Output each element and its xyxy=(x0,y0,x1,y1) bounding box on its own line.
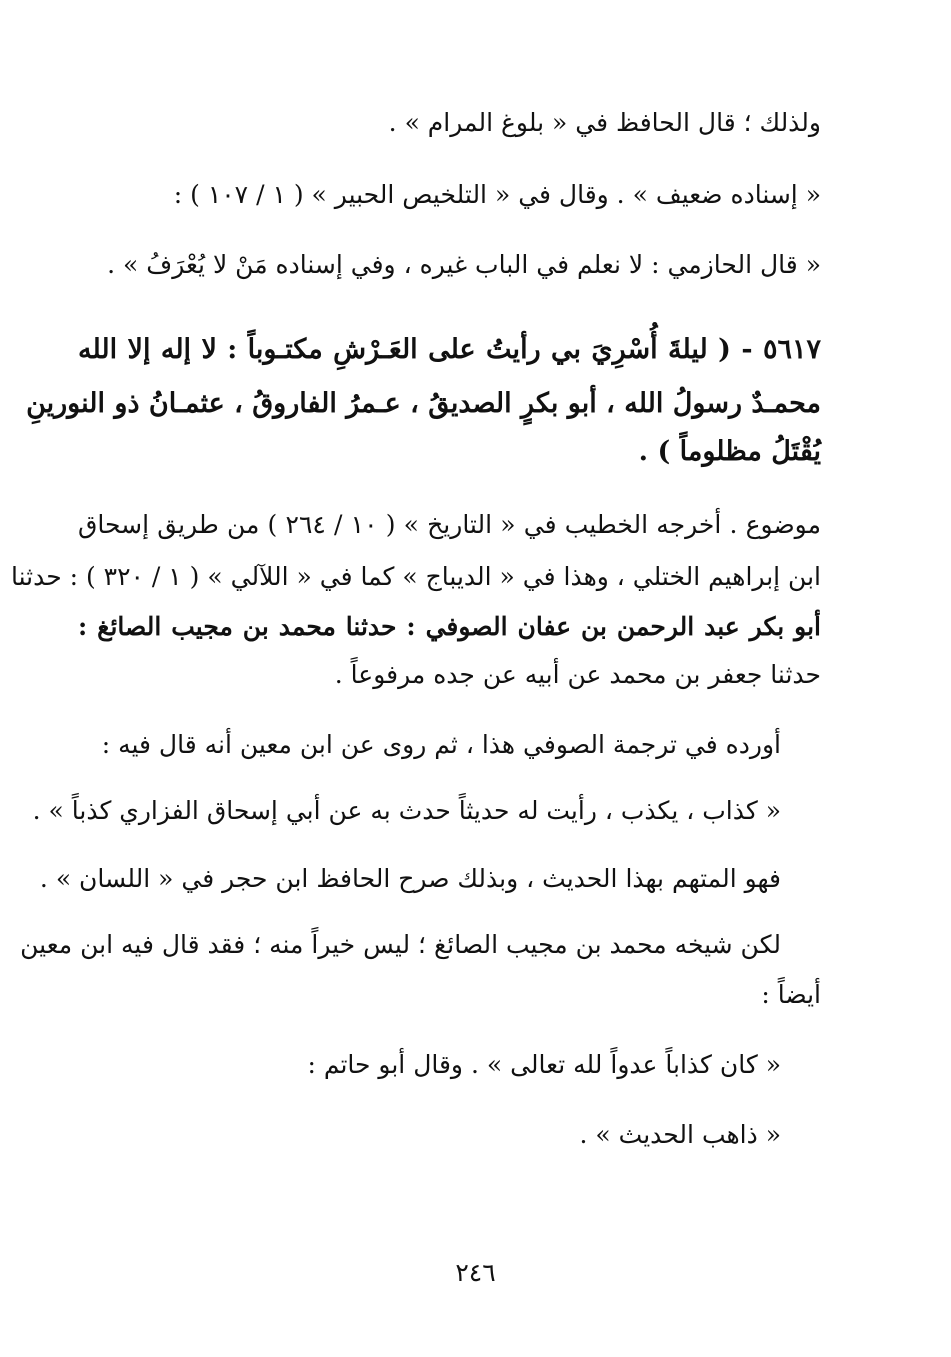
body-line: أورده في ترجمة الصوفي هذا ، ثم روى عن ابن معين أنه قال فيه : xyxy=(101,730,781,759)
body-line: فهو المتهم بهذا الحديث ، وبذلك صرح الحافظ ابن حجر في « اللسان » . xyxy=(39,864,781,893)
body-line: لكن شيخه محمد بن مجيب الصائغ ؛ ليس خيراً منه ؛ فقد قال فيه ابن معين xyxy=(20,930,781,959)
hadith-line: محمـدٌ رسولُ الله ، أبو بكرٍ الصديقُ ، عـمرُ الفاروقُ ، عثمـانُ ذو النورينِ xyxy=(26,388,821,419)
takhrij-line: موضوع . أخرجه الخطيب في « التاريخ » ( ١٠ / ٢٦٤ ) من طريق إسحاق xyxy=(78,510,821,539)
body-line: « كذاب ، يكذب ، رأيت له حديثاً حدث به عن أبي إسحاق الفزاري كذباً » . xyxy=(32,796,781,825)
hadith-line: يُقْتَلُ مظلوماً ) . xyxy=(638,436,821,467)
body-line: أيضاً : xyxy=(761,980,821,1009)
text-line: « إسناده ضعيف » . وقال في « التلخيص الحبير » ( ١ / ١٠٧ ) : xyxy=(173,180,821,209)
body-line: « ذاهب الحديث » . xyxy=(579,1120,781,1149)
hadith-line: ٥٦١٧ - ( ليلةَ أُسْرِيَ بي رأيتُ على العَـرْشِ مكتـوباً : لا إله إلا الله xyxy=(78,334,821,365)
text-line: « قال الحازمي : لا نعلم في الباب غيره ، وفي إسناده مَنْ لا يُعْرَفُ » . xyxy=(107,250,821,279)
takhrij-line: ابن إبراهيم الختلي ، وهذا في « الديباج » كما في « اللآلي » ( ١ / ٣٢٠ ) : حدثنا xyxy=(10,562,821,591)
takhrij-line: حدثنا جعفر بن محمد عن أبيه عن جده مرفوعاً . xyxy=(334,660,821,689)
text-line: ولذلك ؛ قال الحافظ في « بلوغ المرام » . xyxy=(388,108,821,137)
takhrij-line: أبو بكر عبد الرحمن بن عفان الصوفي : حدثنا محمد بن مجيب الصائغ : xyxy=(78,612,821,641)
body-line: « كان كذاباً عدواً لله تعالى » . وقال أبو حاتم : xyxy=(307,1050,781,1079)
page-number: ٢٤٦ xyxy=(455,1258,496,1287)
